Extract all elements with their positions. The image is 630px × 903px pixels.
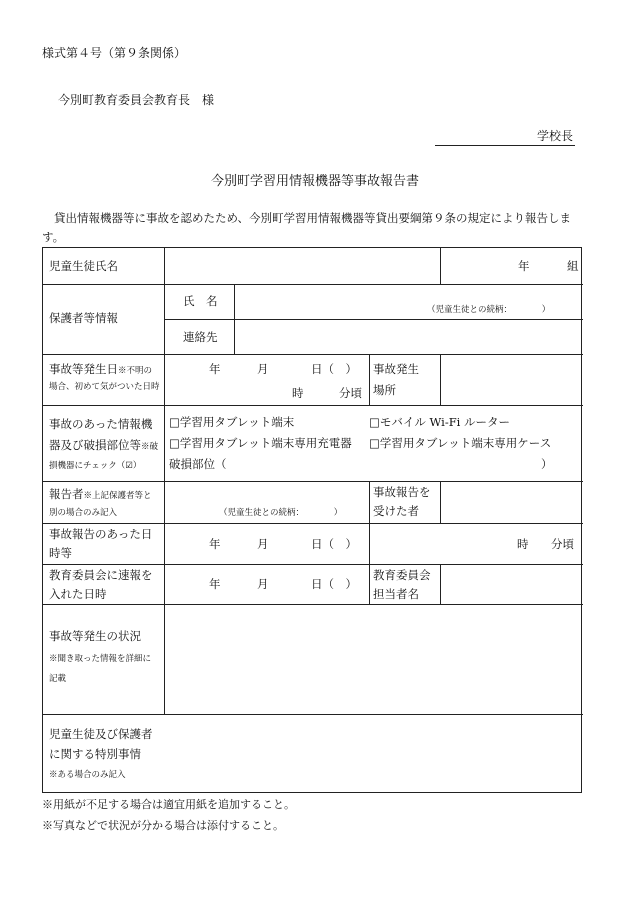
report-day: 日（ ） xyxy=(311,537,357,551)
incident-date-note-2: 場合、初めて気がついた日時 xyxy=(49,382,160,392)
contact-label: 連絡先 xyxy=(183,330,218,344)
col-divider xyxy=(369,354,370,405)
incident-year: 年 xyxy=(209,362,221,376)
row-divider xyxy=(164,319,583,320)
class-label: 組 xyxy=(567,259,579,273)
situation-field[interactable] xyxy=(167,608,577,710)
damage-part-close: ） xyxy=(541,457,553,471)
location-label-1: 事故発生 xyxy=(373,362,419,376)
location-label-2: 場所 xyxy=(373,383,396,397)
row-divider xyxy=(43,564,583,565)
col-divider xyxy=(440,481,441,523)
incident-date-title: 事故等発生日 xyxy=(49,362,118,376)
col-divider xyxy=(369,523,370,564)
option-tablet[interactable]: □学習用タブレット端末 xyxy=(169,415,295,429)
situation-label: 事故等発生の状況 xyxy=(49,629,141,643)
board-staff-field[interactable] xyxy=(443,568,577,601)
board-staff-label-2: 担当者名 xyxy=(373,587,419,601)
special-label-1: 児童生徒及び保護者 xyxy=(49,727,153,741)
report-year: 年 xyxy=(209,537,221,551)
device-label-2-main: 器及び破損部位等 xyxy=(49,438,141,452)
situation-note-1: ※聞き取った情報を詳細に xyxy=(49,654,152,664)
reporter-label xyxy=(49,486,152,504)
report-date-label-2: 時等 xyxy=(49,546,72,560)
row-divider xyxy=(43,604,583,605)
incident-date-label xyxy=(49,361,152,379)
board-day: 日（ ） xyxy=(311,577,357,591)
option-case[interactable]: □学習用タブレット端末専用ケース xyxy=(369,436,552,450)
reporter-title: 報告者 xyxy=(49,487,84,501)
report-month: 月 xyxy=(257,537,269,551)
reporter-note-2: 別の場合のみ記入 xyxy=(49,508,118,518)
guardian-relation-note: （児童生徒との続柄： ） xyxy=(427,305,551,315)
row-divider xyxy=(43,284,583,285)
school-principal-line xyxy=(435,131,575,146)
document-title: 今別町学習用情報機器等事故報告書 xyxy=(210,174,419,189)
special-note: ※ある場合のみ記入 xyxy=(49,770,126,780)
row-divider xyxy=(43,714,583,715)
situation-note-2: 記載 xyxy=(49,674,67,684)
special-label-2: に関する特別事情 xyxy=(49,747,141,761)
row-divider xyxy=(43,481,583,482)
device-label-2 xyxy=(49,437,158,455)
receiver-label-1: 事故報告を xyxy=(373,485,431,499)
report-form-table xyxy=(42,247,582,793)
col-divider xyxy=(440,354,441,405)
incident-location-field[interactable] xyxy=(443,358,577,402)
board-year: 年 xyxy=(209,577,221,591)
col-divider xyxy=(164,248,165,481)
report-hour: 時 xyxy=(517,537,529,551)
note-line-2: ※写真などで状況が分かる場合は添付すること。 xyxy=(42,819,284,832)
col-divider xyxy=(234,284,235,354)
col-divider xyxy=(369,481,370,523)
col-divider xyxy=(440,564,441,604)
student-name-field[interactable] xyxy=(167,251,437,281)
row-divider xyxy=(43,354,583,355)
special-field[interactable] xyxy=(167,718,577,788)
option-charger[interactable]: □学習用タブレット端末専用充電器 xyxy=(169,436,352,450)
report-date-label-1: 事故報告のあった日 xyxy=(49,527,153,541)
school-principal-suffix: 学校長 xyxy=(536,129,573,143)
damage-part-label: 破損部位（ xyxy=(169,457,227,471)
device-label-3: 損機器にチェック（☑） xyxy=(49,461,142,471)
row-divider xyxy=(43,523,583,524)
col-divider xyxy=(369,564,370,604)
incident-hour: 時 xyxy=(292,386,304,400)
receiver-label-2: 受けた者 xyxy=(373,504,419,518)
board-staff-label-1: 教育委員会 xyxy=(373,568,431,582)
report-minute: 分頃 xyxy=(551,537,574,551)
row-divider xyxy=(43,405,583,406)
device-label-2-note: ※破 xyxy=(141,442,159,452)
option-wifi-router[interactable]: □モバイル Wi-Fi ルーター xyxy=(369,415,511,429)
form-number: 様式第４号（第９条関係） xyxy=(42,46,187,60)
reporter-relation-note: （児童生徒との続柄： ） xyxy=(219,508,343,518)
col-divider xyxy=(440,248,441,284)
guardian-name-label: 氏 名 xyxy=(183,294,218,308)
incident-minute: 分頃 xyxy=(339,386,362,400)
student-name-label: 児童生徒氏名 xyxy=(49,259,118,273)
col-divider xyxy=(164,481,165,714)
addressee: 今別町教育委員会教育長 様 xyxy=(58,93,215,107)
receiver-field[interactable] xyxy=(443,485,577,519)
contact-field[interactable] xyxy=(237,323,577,351)
guardian-info-label: 保護者等情報 xyxy=(49,311,118,325)
note-line-1: ※用紙が不足する場合は適宜用紙を追加すること。 xyxy=(42,798,295,811)
year-label: 年 xyxy=(518,259,530,273)
board-month: 月 xyxy=(257,577,269,591)
incident-month: 月 xyxy=(257,362,269,376)
incident-day: 日（ ） xyxy=(311,362,357,376)
reporter-note: ※上記保護者等と xyxy=(83,491,152,501)
incident-date-note: ※不明の xyxy=(118,366,153,376)
board-label-1: 教育委員会に速報を xyxy=(49,568,153,582)
board-label-2: 入れた日時 xyxy=(49,587,107,601)
device-label-1: 事故のあった情報機 xyxy=(49,417,153,431)
intro-paragraph: 貸出情報機器等に事故を認めたため、今別町学習用情報機器等貸出要綱第９条の規定により報告します。 xyxy=(42,211,572,244)
